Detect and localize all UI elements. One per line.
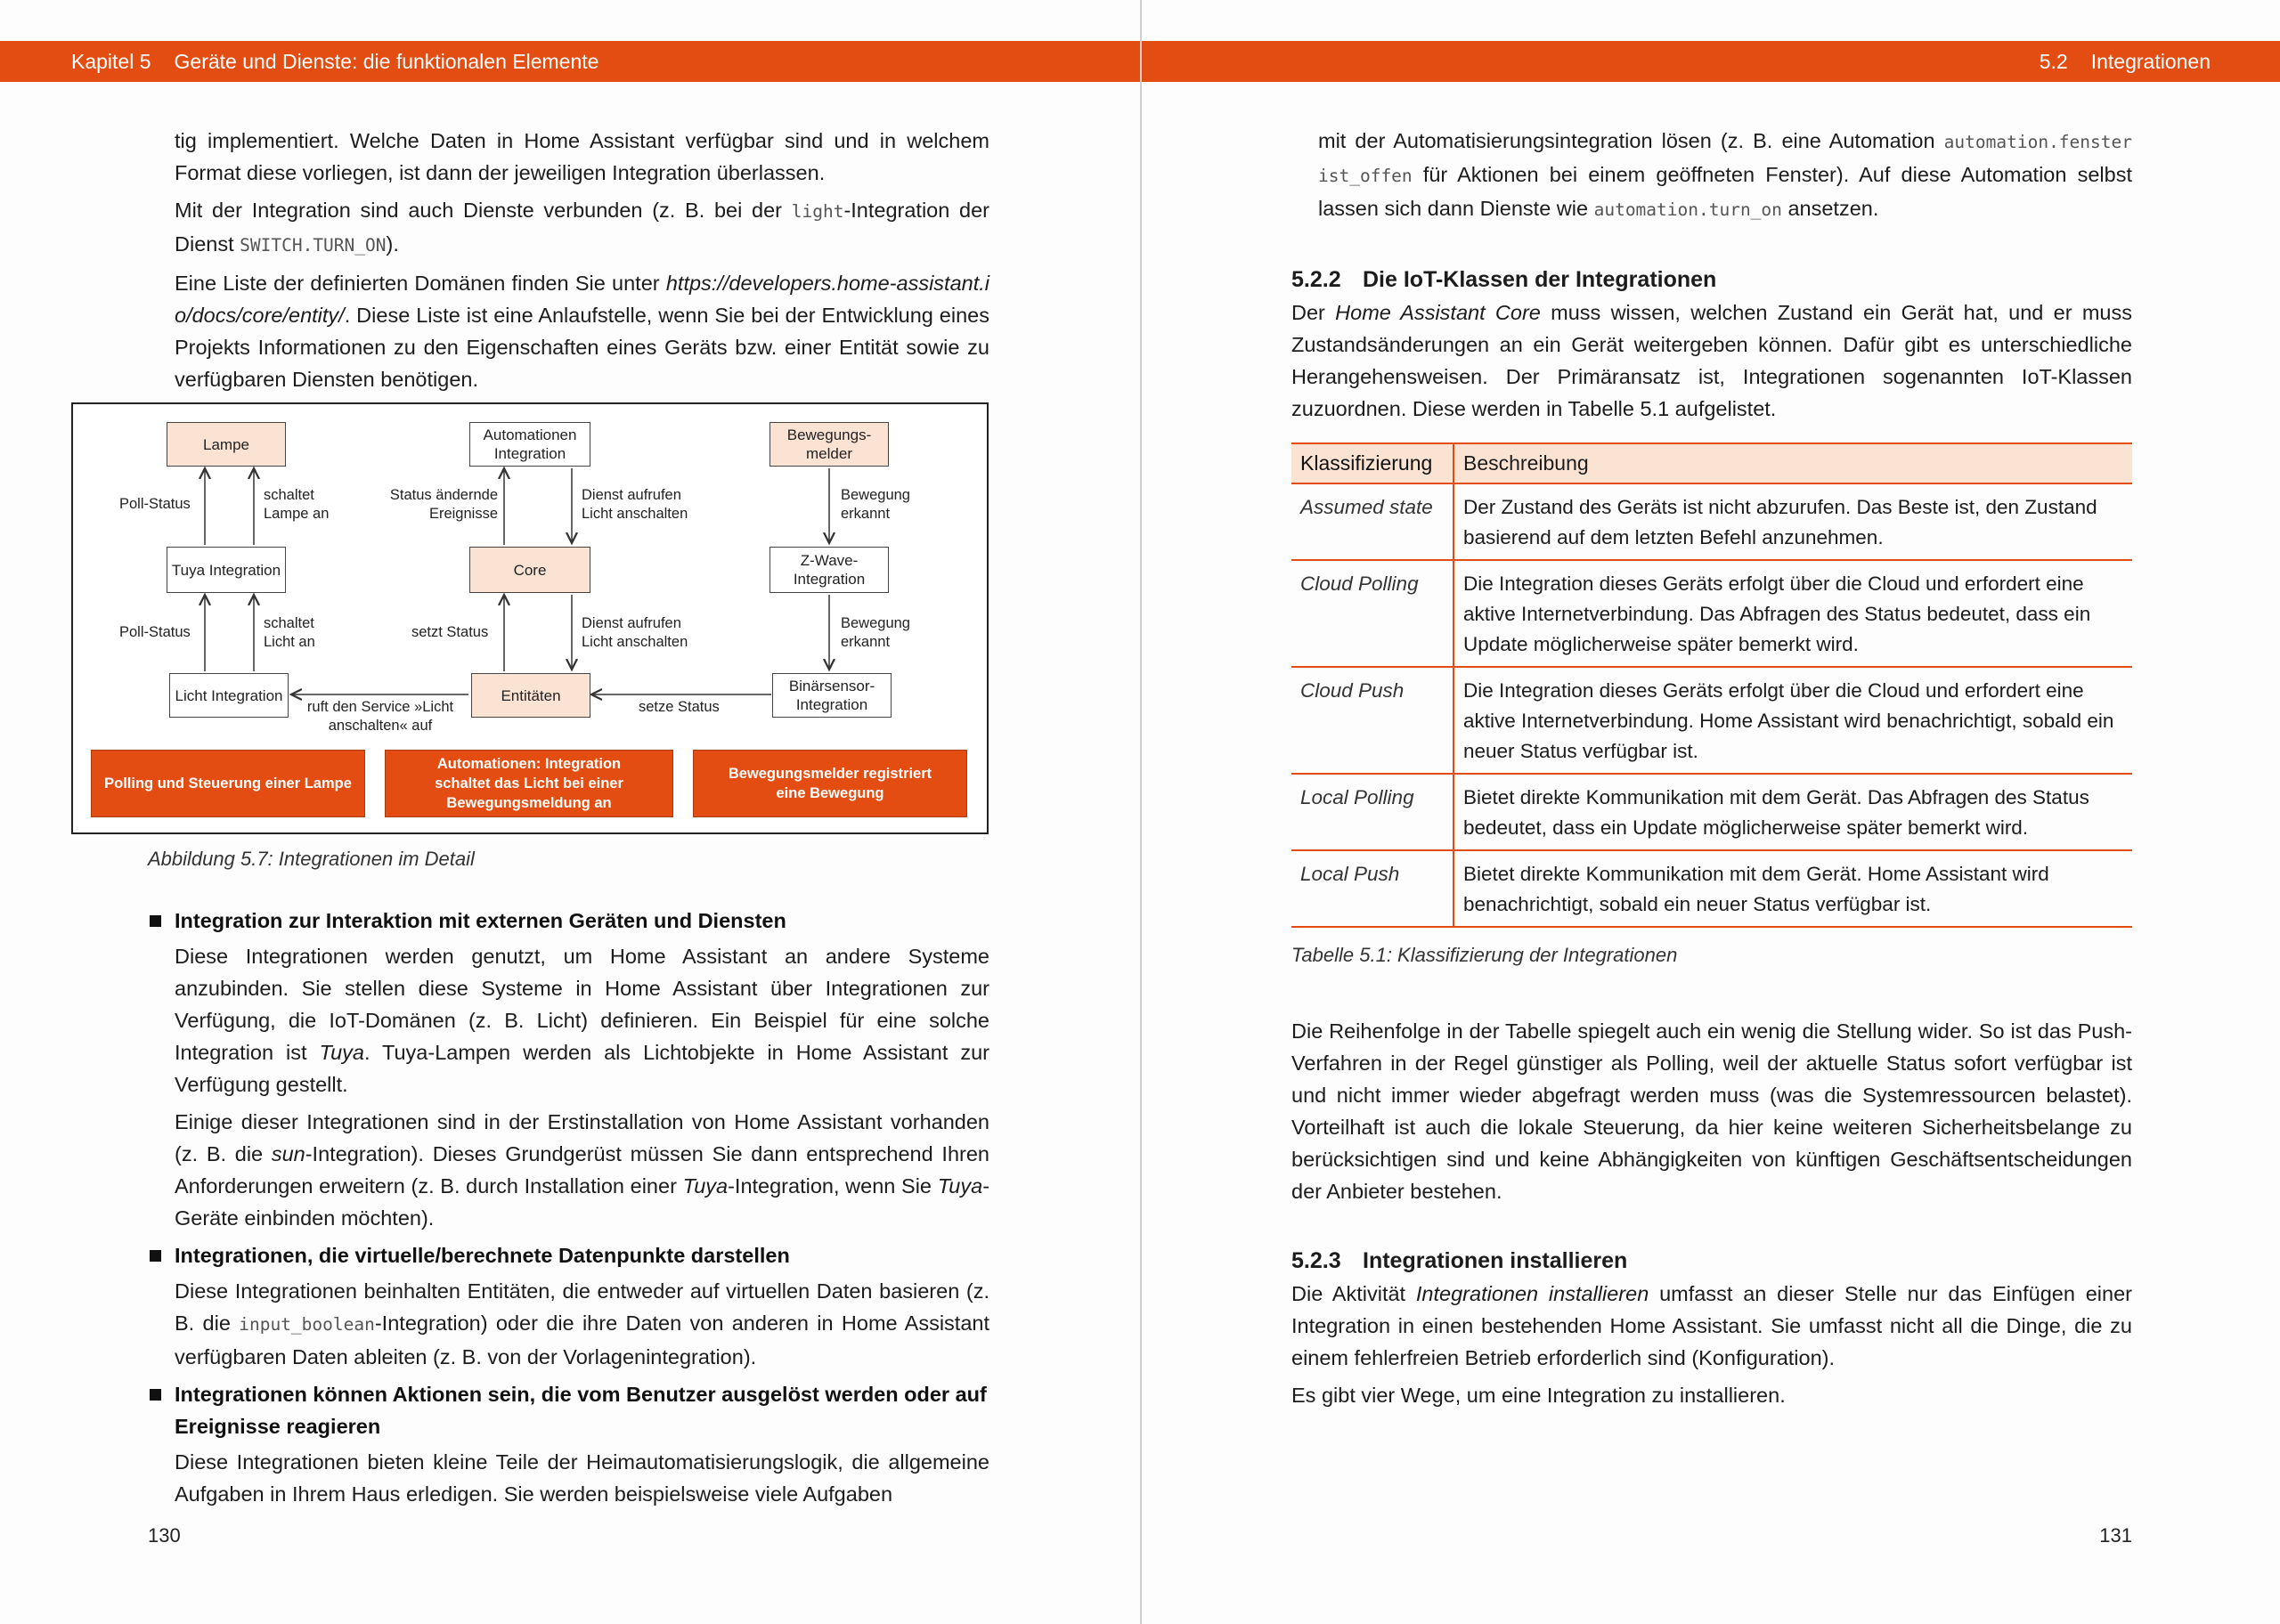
bewegungsmelder-box: Bewegungs-melder [770,422,889,467]
table-cell: Die Integration dieses Geräts erfolgt über die Cloud und erfordert eine aktive Internetverbindung. Home Assistant wird benachrichtigt, sobald ein neuer Status verfügbar ist. [1454,667,2132,774]
table-cell: Cloud Polling [1291,560,1454,667]
paragraph: Mit der Integration sind auch Dienste verbunden (z. B. bei der light-Integration der Dienst SWITCH.TURN_ON). [175,199,990,256]
poll-status-label: Poll-Status [119,624,191,640]
status-aendernde-label: Status ändernde Ereignisse [389,487,498,522]
column-header: Klassifizierung [1291,443,1454,483]
paragraph: tig implementiert. Welche Daten in Home Assistant verfügbar sind und in welchem Format diese vorliegen, ist dann der jeweiligen Integration überlassen. [175,129,989,184]
section-number: 5.2 [2039,49,2068,73]
table-cell: Bietet direkte Kommunikation mit dem Gerät. Das Abfragen des Status bedeutet, dass ein Update möglicherweise später bemerkt wird. [1454,774,2132,850]
bewegungsmelder-registriert-box: Bewegungsmelder registriert eine Bewegung [693,750,967,817]
paragraph: Die Aktivität Integrationen installieren umfasst an dieser Stelle nur das Einfügen einer Integration in einen bestehenden Home Assistant. Sie umfasst nicht all die Dinge, die zu einem fehlerfreien Betrieb erforderlich sind (Konfiguration). [1291,1282,2132,1369]
bullet-title: Integrationen können Aktionen sein, die vom Benutzer ausgelöst werden oder auf Ereignisse reagieren [175,1383,987,1438]
table-cell: Assumed state [1291,483,1454,560]
page-number: 130 [148,1524,181,1547]
lampe-box: Lampe [167,422,286,467]
table-cell: Local Polling [1291,774,1454,850]
tuya-box: Tuya Integration [167,547,286,593]
right-page [1140,0,2280,1624]
bullet-title: Integration zur Interaktion mit externen Geräten und Diensten [175,909,786,932]
table-cell: Bietet direkte Kommunikation mit dem Gerät. Home Assistant wird benachrichtigt, sobald ein neuer Status verfügbar ist. [1454,850,2132,927]
paragraph: Es gibt vier Wege, um eine Integration zu installieren. [1291,1384,1786,1407]
setzt-status-label: setzt Status [411,624,489,640]
inline-code: automation.fenster ist_offen [1318,132,2132,186]
bullet-square-icon [150,1250,161,1262]
schaltet-lampe-label: schaltet Lampe an [264,487,330,522]
chapter-label: Kapitel 5 [71,49,151,73]
section-heading: 5.2.3 Integrationen installieren [1291,1248,1628,1273]
binaersensor-box: Binärsensor-Integration [772,673,892,718]
chapter-title: Geräte und Dienste: die funktionalen Elemente [174,49,599,73]
table-row [1291,850,2132,927]
table-caption: Tabelle 5.1: Klassifizierung der Integrationen [1291,944,1678,966]
table-cell: Local Push [1291,850,1454,927]
bullet-title: Integrationen, die virtuelle/berechnete Datenpunkte darstellen [175,1244,790,1267]
poll-status-label: Poll-Status [119,496,191,512]
table-header-row [1291,443,2132,483]
page-number: 131 [2099,1524,2132,1547]
inline-code: automation.turn_on [1593,199,1782,220]
table-cell: Cloud Push [1291,667,1454,774]
entitaeten-box: Entitäten [471,673,590,718]
integration-diagram [71,402,989,834]
table-row [1291,560,2132,667]
automationen-integration-box: Automationen: Integration schaltet das Licht bei einer Bewegungsmeldung an [385,750,673,817]
paragraph: Der Home Assistant Core muss wissen, welchen Zustand ein Gerät hat, und er muss Zustandsänderungen an ein Gerät weitergeben können. Dafür gibt es unterschiedliche Herangehensweisen. Der Primäransatz ist, Integrationen sogenannten IoT-Klassen zuzuordnen. Diese werden in Tabelle 5.1 aufgelistet. [1291,301,2132,420]
paragraph: Diese Integrationen werden genutzt, um Home Assistant an andere Systeme anzubinden. Sie stellen diese Systeme in Home Assistant über Integrationen zur Verfügung, die IoT-Domänen (z. B. Licht) definieren. Ein Beispiel für eine solche Integration ist Tuya. Tuya-Lampen werden als Lichtobjekte in Home Assistant zur Verfügung gestellt. [175,945,989,1096]
dienst-aufrufen-label: Dienst aufrufen Licht anschalten [582,487,688,522]
bewegung-erkannt-label: Bewegung erkannt [841,487,910,522]
list-item [175,905,989,1234]
inline-code: light [791,201,844,222]
polling-steuerung-box: Polling und Steuerung einer Lampe [91,750,365,817]
automationen-box: Automationen Integration [469,422,590,467]
licht-box: Licht Integration [169,673,289,718]
paragraph: Einige dieser Integrationen sind in der Erstinstallation von Home Assistant vorhanden (z. B. die sun-Integration). Dieses Grundgerüst müssen Sie dann entsprechend Ihren Anforderungen erweitern (z. B. durch Installation einer Tuya-Integration, wenn Sie Tuya-Geräte einbinden möchten). [175,1110,990,1230]
table-row [1291,483,2132,560]
section-title: Integrationen [2090,49,2211,73]
right-text-column [1291,125,2132,1417]
figure-caption: Abbildung 5.7: Integrationen im Detail [148,848,475,870]
running-header-right [1142,41,2280,82]
table-cell: Der Zustand des Geräts ist nicht abzurufen. Das Beste ist, den Zustand basierend auf dem letzten Befehl anzunehmen. [1454,483,2132,560]
schaltet-licht-label: schaltet Licht an [264,615,315,650]
section-heading: 5.2.2 Die IoT-Klassen der Integrationen [1291,267,1717,292]
paragraph: Die Reihenfolge in der Tabelle spiegelt auch ein wenig die Stellung wider. So ist das Push-Verfahren in der Regel günstiger als Polling, weil der aktuelle Status sofort verfügbar ist und nicht immer wieder abgefragt werden muss (was die Systemressourcen belastet). Vorteilhaft ist auch die lokale Steuerung, da hier keine weiteren Sicherheitsbelange zu berücksichtigen sind und keine Abhängigkeiten von künftigen Geschäftsentscheidungen der Anbieter bestehen. [1291,1019,2132,1203]
bewegung-erkannt-label: Bewegung erkannt [841,615,910,650]
dienst-aufrufen-label: Dienst aufrufen Licht anschalten [582,615,688,650]
paragraph: Diese Integrationen beinhalten Entitäten, die entweder auf virtuellen Daten basieren (z. B. die input_boolean-Integration) oder die ihre Daten von anderen in Home Assistant verfügbaren Daten ableiten (z. B. von der Vorlagenintegration). [175,1279,989,1368]
paragraph: Diese Integrationen bieten kleine Teile der Heimautomatisierungslogik, die allgemeine Aufgaben in Ihrem Haus erledigen. Sie werden beispielsweise viele Aufgaben [175,1450,989,1506]
setze-status-label: setze Status [639,699,720,715]
table-row [1291,667,2132,774]
left-text-column [175,125,989,401]
ruft-service-label: ruft den Service »Licht anschalten« auf [306,699,454,734]
paragraph: Eine Liste der definierten Domänen finden Sie unter https://developers.home-assistant.io/docs/core/entity/. Diese Liste ist eine Anlaufstelle, wenn Sie bei der Entwicklung eines Projekts Informationen zu den Eigenschaften eines Geräts bzw. einer Entität sowie zu verfügbaren Diensten benötigen. [175,272,989,391]
zwave-box: Z-Wave-Integration [770,547,889,593]
inline-code: input_boolean [239,1314,375,1335]
core-box: Core [469,547,590,593]
iot-classes-table [1291,443,2132,928]
bullet-square-icon [150,1389,161,1401]
left-lower-column [148,848,990,1515]
inline-code: SWITCH.TURN_ON [240,235,387,256]
table-row [1291,774,2132,850]
running-header-left [0,41,1140,82]
table-cell: Die Integration dieses Geräts erfolgt über die Cloud und erfordert eine aktive Internetverbindung. Das Abfragen des Status bedeutet, dass ein Update möglicherweise später bemerkt wird. [1454,560,2132,667]
column-header: Beschreibung [1454,443,2132,483]
list-item [175,1239,989,1373]
list-item [175,1378,989,1510]
bullet-square-icon [150,915,161,927]
url-link[interactable]: https://developers.home-assistant.io/docs/core/entity/ [175,272,989,327]
paragraph: mit der Automatisierungsintegration lösen (z. B. eine Automation automation.fenster ist_offen für Aktionen bei einem geöffneten Fenster). Auf diese Automation selbst lassen sich dann Dienste wie automation.turn_on ansetzen. [1318,129,2132,220]
